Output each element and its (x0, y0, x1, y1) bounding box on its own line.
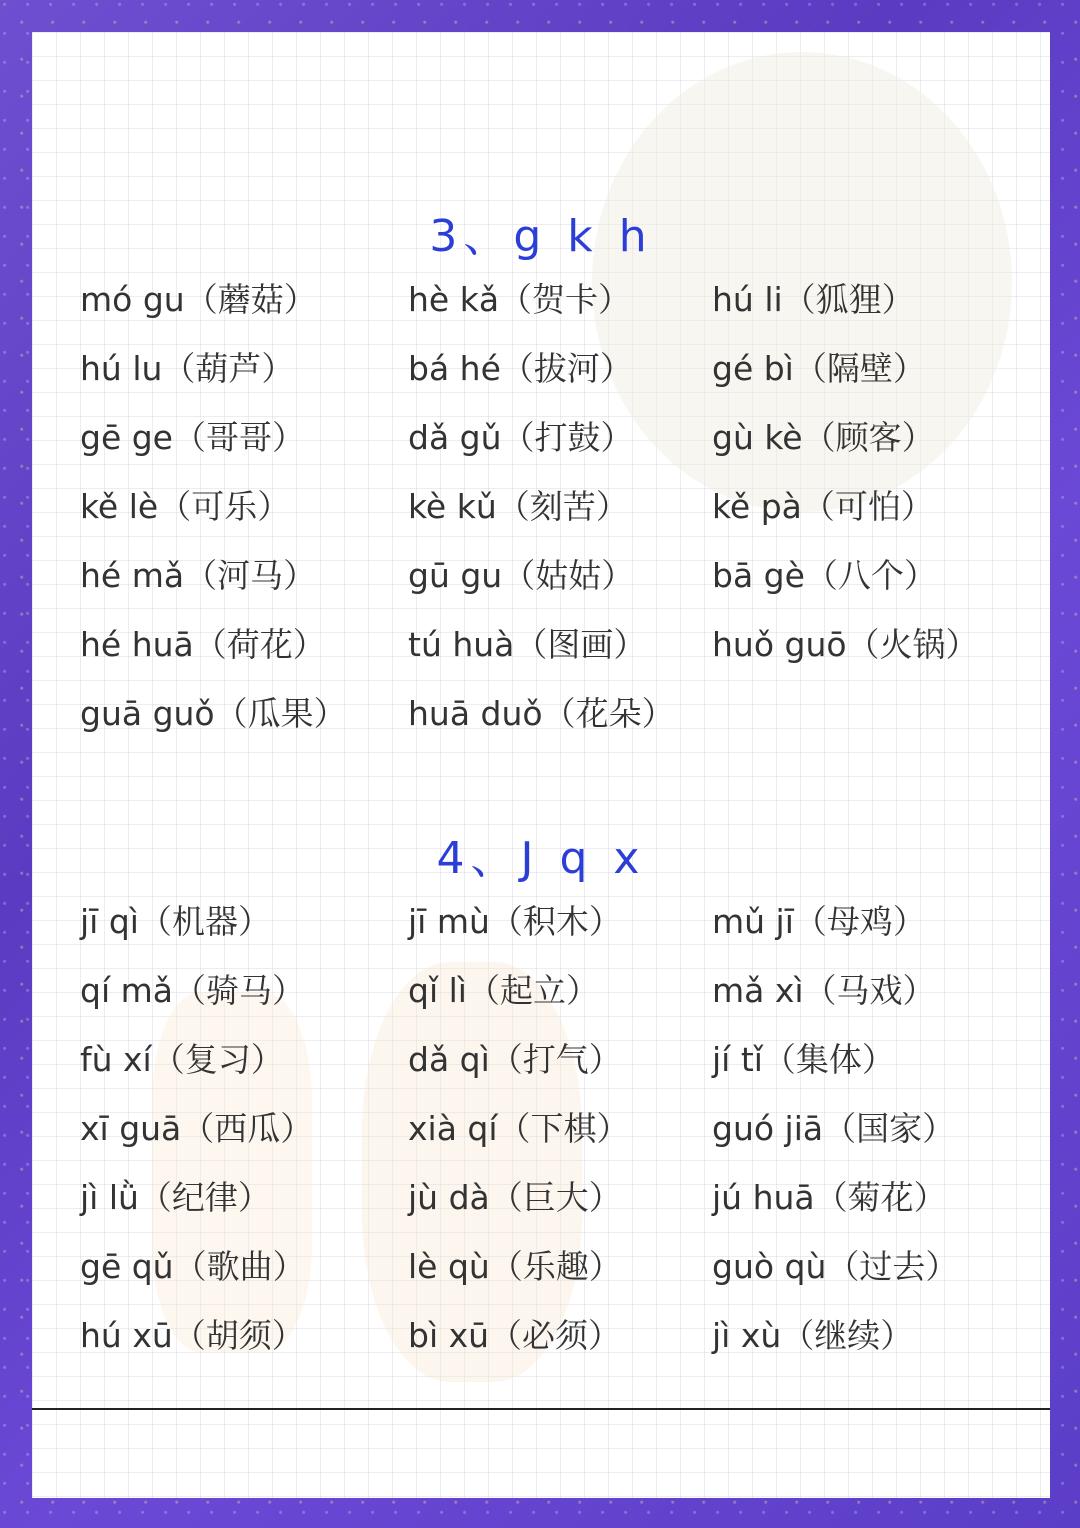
word-row (80, 1038, 1040, 1107)
word-item: jī qì（机器） (80, 902, 271, 941)
word-row (80, 278, 1040, 347)
word-item: huā duǒ（花朵） (408, 694, 675, 733)
word-row (80, 900, 1040, 969)
word-row (80, 347, 1040, 416)
word-item: bì xū（必须） (408, 1316, 622, 1355)
bottom-divider (32, 1408, 1050, 1410)
word-item: jí tǐ（集体） (712, 1040, 895, 1079)
word-item: jì lǜ（纪律） (80, 1178, 271, 1217)
word-row (80, 1314, 1040, 1383)
word-item: xià qí（下棋） (408, 1109, 630, 1148)
word-item: hé huā（荷花） (80, 625, 326, 664)
word-item: qí mǎ（骑马） (80, 971, 305, 1010)
word-item: hú lu（葫芦） (80, 349, 295, 388)
word-row (80, 1107, 1040, 1176)
word-item: kě pà（可怕） (712, 487, 934, 526)
word-item: guò qù（过去） (712, 1247, 959, 1286)
word-item: tú huà（图画） (408, 625, 647, 664)
word-row (80, 554, 1040, 623)
word-item: jì xù（继续） (712, 1316, 914, 1355)
word-item: gū gu（姑姑） (408, 556, 635, 595)
word-item: qǐ lì（起立） (408, 971, 599, 1010)
worksheet-page (32, 32, 1050, 1498)
word-item: hú li（狐狸） (712, 280, 915, 319)
word-item: hé mǎ（河马） (80, 556, 317, 595)
word-item: gē ge（哥哥） (80, 418, 305, 457)
word-item: hú xū（胡须） (80, 1316, 305, 1355)
word-row (80, 692, 1040, 761)
word-item: bá hé（拔河） (408, 349, 633, 388)
word-item: bā gè（八个） (712, 556, 937, 595)
word-item: kě lè（可乐） (80, 487, 291, 526)
word-item: gé bì（隔壁） (712, 349, 926, 388)
word-item: kè kǔ（刻苦） (408, 487, 629, 526)
word-item: dǎ qì（打气） (408, 1040, 622, 1079)
section-4-word-grid (80, 900, 1040, 1383)
word-item: jú huā（菊花） (712, 1178, 947, 1217)
section-4-title: 4、J q x (436, 833, 646, 884)
word-item: lè qù（乐趣） (408, 1247, 622, 1286)
word-item: guó jiā（国家） (712, 1109, 956, 1148)
word-row (80, 416, 1040, 485)
word-item: jù dà（巨大） (408, 1178, 622, 1217)
section-3-word-grid (80, 278, 1040, 761)
word-row (80, 1176, 1040, 1245)
word-item: xī guā（西瓜） (80, 1109, 314, 1148)
word-item: gē qǔ（歌曲） (80, 1247, 306, 1286)
word-row (80, 623, 1040, 692)
section-3-title: 3、g k h (429, 211, 653, 262)
word-item: dǎ gǔ（打鼓） (408, 418, 634, 457)
word-row (80, 969, 1040, 1038)
word-row (80, 485, 1040, 554)
word-item: mǔ jī（母鸡） (712, 902, 926, 941)
word-item: guā guǒ（瓜果） (80, 694, 347, 733)
word-item: fù xí（复习） (80, 1040, 284, 1079)
word-item: hè kǎ（贺卡） (408, 280, 632, 319)
word-item: mó gu（蘑菇） (80, 280, 317, 319)
word-item: gù kè（顾客） (712, 418, 935, 457)
word-row (80, 1245, 1040, 1314)
word-item: jī mù（积木） (408, 902, 622, 941)
word-item: mǎ xì（马戏） (712, 971, 936, 1010)
word-item: huǒ guō（火锅） (712, 625, 979, 664)
